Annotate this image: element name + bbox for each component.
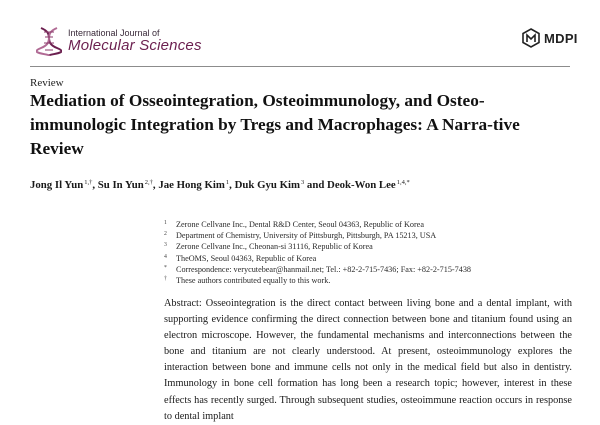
- affiliation-mark: 2: [164, 231, 167, 238]
- author-name: Deok-Won Lee: [327, 179, 396, 191]
- author-marks: 1,†: [84, 179, 93, 186]
- equal-contribution-note: [164, 275, 574, 286]
- article-type: Review: [30, 77, 64, 89]
- header-divider: [30, 66, 570, 67]
- article-title: Mediation of Osseointegration, Osteoimmunology, and Osteo-immunologic Integration by Tregs and Macrophages: A Narra-tive Review: [30, 91, 520, 158]
- affiliation-list: [164, 219, 574, 286]
- journal-name: Molecular Sciences: [68, 37, 202, 54]
- author-separator: and: [304, 179, 328, 191]
- affiliation-mark: 3: [164, 242, 167, 249]
- affiliation-mark: 4: [164, 253, 167, 260]
- affiliation-item: [164, 230, 574, 241]
- author-marks: 1,4,*: [396, 179, 410, 186]
- abstract: Abstract: Osseointegration is the direct contact between living bone and a dental implant, with supporting evidence confirming the direct connection between bone and titanium found using an electron microscope. However, the fundamental mechanisms and interconnections between the bone and titanium are not clearly understood. At present, osteoimmunology explores the interaction between bone and immune cells not only in the medical field but also in dentistry. Immunology in bone cell formation has long been a research topic; however, interest in these effects has recently surged. Through subsequent studies, osteoimmune reaction occurs in response to dental implant: [164, 298, 572, 422]
- affiliation-text: Zerone Cellvane Inc., Cheonan-si 31116, Republic of Korea: [176, 242, 373, 252]
- affiliation-mark: †: [164, 275, 167, 282]
- affiliation-text: These authors contributed equally to this work.: [176, 275, 331, 285]
- affiliation-mark: *: [164, 264, 167, 271]
- author-name: Duk Gyu Kim: [234, 179, 300, 191]
- author-name: Su In Yun: [97, 179, 144, 191]
- author-marks: 3: [300, 179, 305, 186]
- mdpi-logo-icon: [521, 28, 541, 48]
- affiliation-item: [164, 253, 574, 264]
- affiliation-item: [164, 219, 574, 230]
- author-separator: ,: [152, 179, 159, 191]
- affiliation-text: TheOMS, Seoul 04363, Republic of Korea: [176, 253, 317, 263]
- author-name: Jae Hong Kim: [158, 179, 225, 191]
- affiliation-text: Correspondence: verycutebear@hanmail.net; Tel.: +82-2-715-7436; Fax: +82-2-715-7438: [176, 264, 472, 274]
- affiliation-text: Zerone Cellvane Inc., Dental R&D Center, Seoul 04363, Republic of Korea: [176, 220, 424, 229]
- correspondence-item: [164, 264, 574, 275]
- author-separator: ,: [92, 179, 98, 191]
- publisher-name: MDPI: [544, 30, 578, 46]
- author-separator: ,: [229, 179, 235, 191]
- affiliation-mark: 1: [164, 220, 167, 226]
- author-name: Jong Il Yun: [30, 179, 84, 191]
- author-marks: 1: [225, 179, 230, 186]
- journal-header: [0, 0, 600, 70]
- publisher-logo: [521, 28, 578, 48]
- author-list: [30, 179, 410, 191]
- affiliation-text: Department of Chemistry, University of Pittsburgh, Pittsburgh, PA 15213, USA: [176, 231, 437, 241]
- affiliation-item: [164, 241, 574, 252]
- author-marks: 2,†: [144, 179, 153, 186]
- journal-prefix: International Journal of: [68, 28, 160, 38]
- dna-helix-icon: [36, 26, 62, 56]
